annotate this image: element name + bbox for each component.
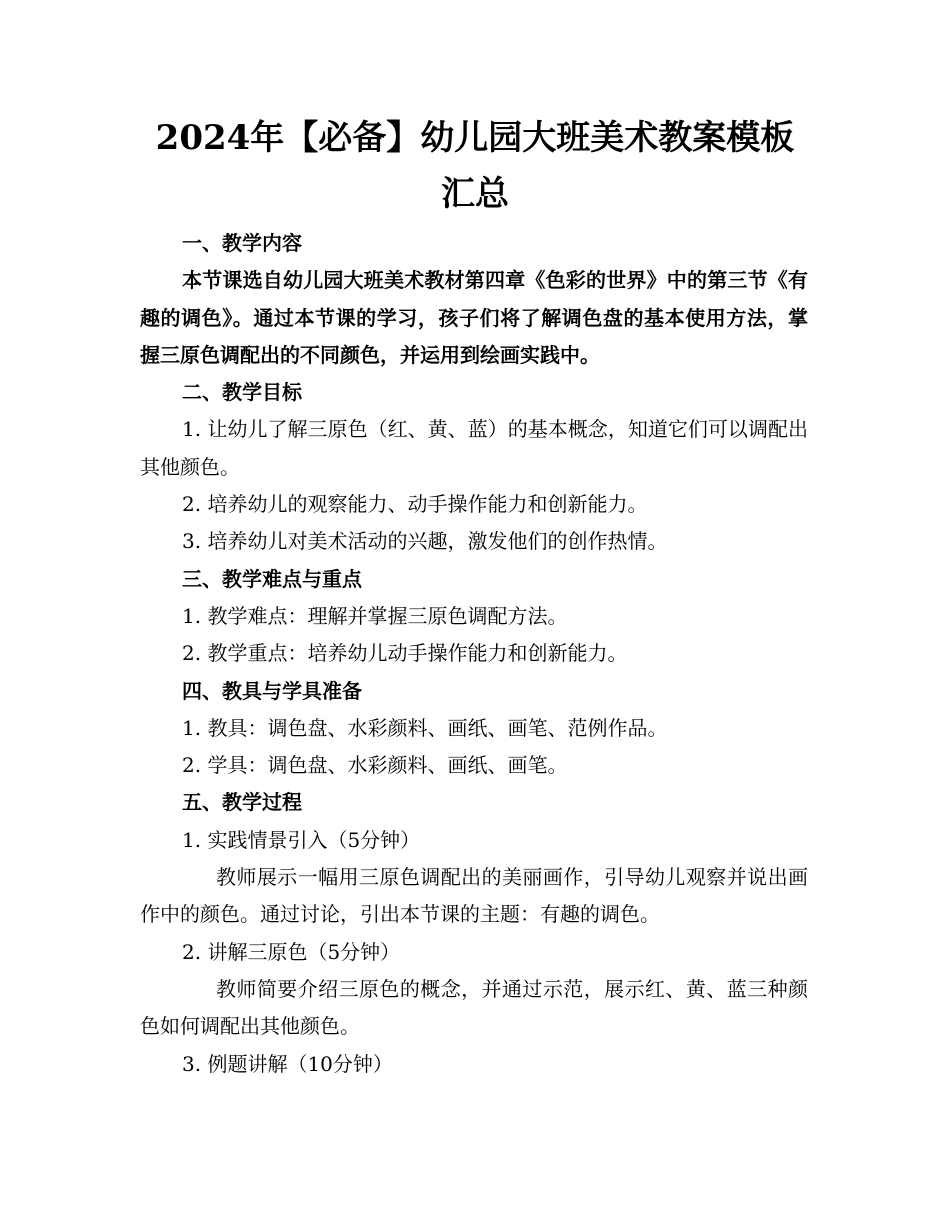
- key-point-item: 1. 教学难点：理解并掌握三原色调配方法。: [182, 603, 568, 628]
- process-step-title: 3. 例题讲解（10分钟）: [182, 1051, 393, 1076]
- section-heading-key-points: 三、教学难点与重点: [182, 566, 362, 591]
- material-item: 2. 学具：调色盘、水彩颜料、画纸、画笔。: [182, 753, 568, 778]
- section-heading-objectives: 二、教学目标: [182, 380, 302, 405]
- objective-item: 3. 培养幼儿对美术活动的兴趣，激发他们的创作热情。: [182, 529, 668, 554]
- document-title: 2024年【必备】幼儿园大班美术教案模板汇总: [155, 118, 795, 214]
- section-heading-content: 一、教学内容: [182, 231, 302, 255]
- objective-item: 1. 让幼儿了解三原色（红、黄、蓝）的基本概念，知道它们可以调配出其他颜色。: [140, 417, 808, 479]
- document-body: [140, 225, 808, 1083]
- process-step-title: 2. 讲解三原色（5分钟）: [182, 939, 401, 964]
- section-heading-materials: 四、教具与学具准备: [182, 678, 362, 703]
- material-item: 1. 教具：调色盘、水彩颜料、画纸、画笔、范例作品。: [182, 715, 668, 740]
- content-paragraph: 本节课选自幼儿园大班美术教材第四章《色彩的世界》中的第三节《有趣的调色》。通过本节课的学习，孩子们将了解调色盘的基本使用方法，掌握三原色调配出的不同颜色，并运用到绘画实践中。: [140, 268, 808, 367]
- section-heading-process: 五、教学过程: [182, 790, 302, 815]
- process-step-text: 教师简要介绍三原色的概念，并通过示范，展示红、黄、蓝三种颜色如何调配出其他颜色。: [140, 976, 808, 1039]
- process-step-title: 1. 实践情景引入（5分钟）: [182, 827, 421, 852]
- key-point-item: 2. 教学重点：培养幼儿动手操作能力和创新能力。: [182, 641, 628, 666]
- objective-item: 2. 培养幼儿的观察能力、动手操作能力和创新能力。: [182, 492, 648, 517]
- process-step-text: 教师展示一幅用三原色调配出的美丽画作，引导幼儿观察并说出画作中的颜色。通过讨论，引出本节课的主题：有趣的调色。: [140, 865, 808, 927]
